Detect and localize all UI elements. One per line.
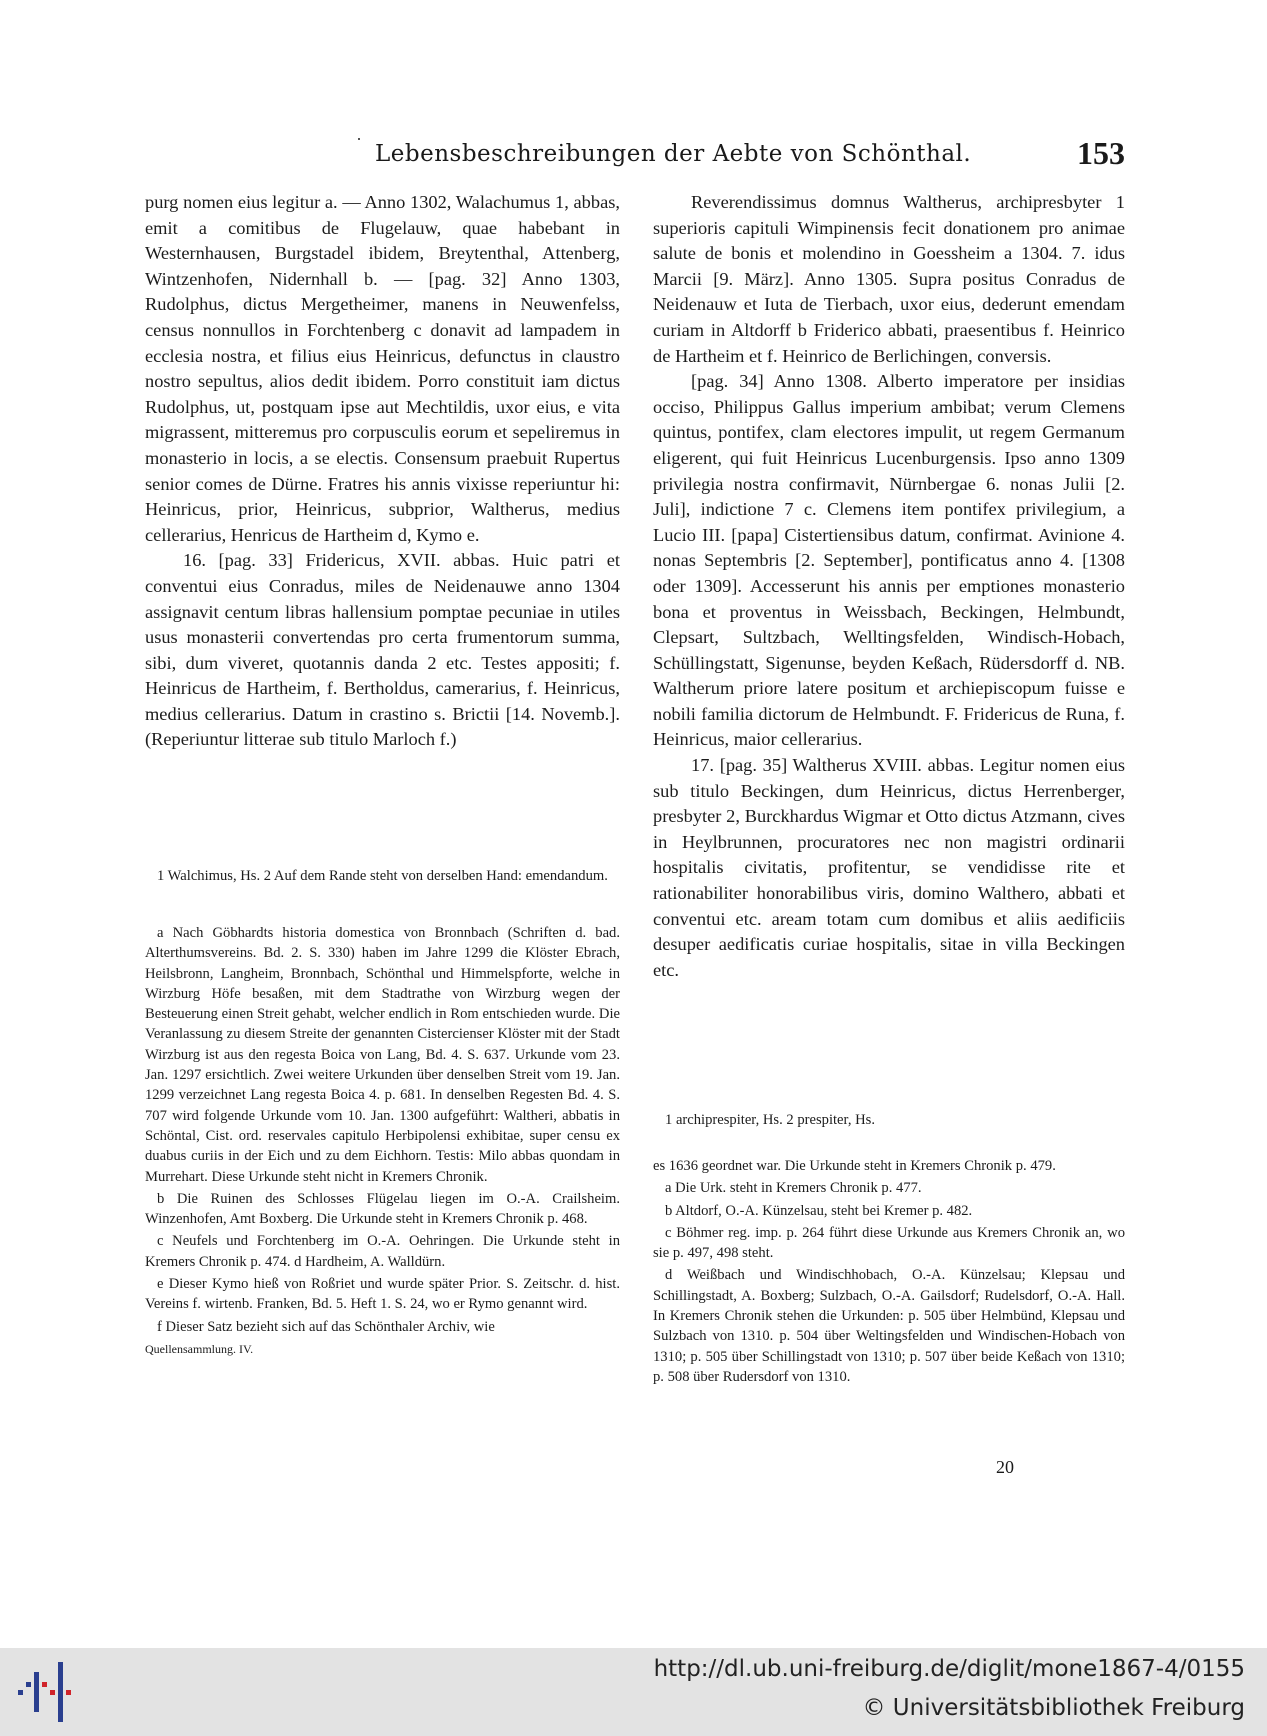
right-footnote-c: c Böhmer reg. imp. p. 264 führt diese Urkunde aus Kremers Chronik an, wo sie p. 497, 498 steht. <box>653 1224 1125 1262</box>
footer-copyright: © Universitätsbibliothek Freiburg <box>862 1695 1245 1721</box>
ub-freiburg-logo-icon <box>18 1662 78 1722</box>
left-footnote-b: b Die Ruinen des Schlosses Flügelau liegen im O.-A. Crailsheim. Winzenhofen, Amt Boxberg. Die Urkunde steht in Kremers Chronik p. 468. <box>145 1190 620 1228</box>
right-footnote-d: d Weißbach und Windischhobach, O.-A. Künzelsau; Klepsau und Schillingstadt, A. Boxberg; Sulzbach, O.-A. Gailsdorf; Rudelsdorf, O.-A. Hall. In Kremers Chronik stehen die Urkunden: p. 505 über Helmbünd, Klepsau und Sulzbach von 1310. p. 504 über Weltingsfelden und Windischen-Hobach von 1310; p. 505 über Schillingstadt von 1310; p. 507 über beide Keßach von 1310; p. 508 über Rudersdorf von 1310. <box>653 1267 1125 1385</box>
left-column-text <box>145 190 620 753</box>
left-footnote-a: a Nach Göbhardts historia domestica von Bronnbach (Schriften d. bad. Alterthumsvereins. Bd. 2. S. 330) haben im Jahre 1299 die Klöster Ebrach, Heilsbronn, Langheim, Bronnbach, Schönthal und Himmelspforte, welche in Wirzburg Höfe besaßen, mit dem Stadtrathe von Wirzburg wegen der Besteuerung einen Streit gehabt, welcher endlich in Rom entschieden wurde. Die Veranlassung zu diesem Streite der genannten Cistercienser Klöster mit der Stadt Wirzburg ist aus den regesta Boica von Lang, Bd. 4. S. 637. Urkunde vom 23. Jan. 1297 ersichtlich. Zwei weitere Urkunden über denselben Streit vom 19. Jan. 1299 verzeichnet Lang regesta Boica 4. p. 681. In denselben Regesten Bd. 4. S. 707 wird folgende Urkunde vom 10. Jan. 1300 aufgeführt: Waltheri, abbatis in Schöntal, Cist. ord. reservales capitulo Herbipolensi exhibitae, super censu ex duabus curiis in der Eich und zu dem Eichhorn. Testis: Milo abbas quondam in Murrehart. Diese Urkunde steht nicht in Kremers Chronik. <box>145 925 620 1185</box>
left-footnotes-lettered <box>145 923 620 1361</box>
right-footnote-a: a Die Urk. steht in Kremers Chronik p. 477. <box>665 1180 922 1197</box>
right-footnotes-lettered <box>653 1156 1125 1389</box>
right-footnote-continuation: es 1636 geordnet war. Die Urkunde steht in Kremers Chronik p. 479. <box>653 1158 1056 1174</box>
right-paragraph-3: 17. [pag. 35] Waltherus XVIII. abbas. Legitur nomen eius sub titulo Beckingen, dum Heinricus, dictus Herrenberger, presbyter 2, Burckhardus Wigmar et Otto dictus Atzmann, cives in Heylbrunnen, procuratores nec non magistri ordinarii hospitalis civitatis, profitentur, se vendidisse rite et rationabiliter honorabilibus viris, domino Walthero, abbati et conventui etc. aream totam cum domibus et aliis aedificiis desuper aedificatis curiae hospitalis, sitae in villa Beckingen etc. <box>653 755 1125 980</box>
right-footnotes-numbered <box>653 1110 1125 1132</box>
left-footnote-f: f Dieser Satz bezieht sich auf das Schönthaler Archiv, wie <box>157 1318 495 1335</box>
footer-bar <box>0 1648 1267 1736</box>
footer-url-link[interactable]: http://dl.ub.uni-freiburg.de/diglit/mone1867-4/0155 <box>653 1656 1245 1682</box>
right-footnote-b: b Altdorf, O.-A. Künzelsau, steht bei Kremer p. 482. <box>665 1202 973 1219</box>
page-header <box>140 135 1125 180</box>
running-title: Lebensbeschreibungen der Aebte von Schönthal. <box>375 141 972 167</box>
right-column-text <box>653 190 1125 983</box>
left-footnote-e: e Dieser Kymo hieß von Roßriet und wurde später Prior. S. Zeitschr. d. hist. Vereins f. wirtenb. Franken, Bd. 5. Heft 1. S. 24, wo er Rymo genannt wird. <box>145 1276 620 1313</box>
left-footnote-numbered: 1 Walchimus, Hs. 2 Auf dem Rande steht von derselben Hand: emendandum. <box>157 868 608 884</box>
page-number: 153 <box>1077 135 1125 171</box>
right-paragraph-2: [pag. 34] Anno 1308. Alberto imperatore per insidias occiso, Philippus Gallus imperium ambibat; verum Clemens quintus, pontifex, clam electores impulit, ut regem Germanum eligerent, qui fuit Heinricus Lucenburgensis. Ipso anno 1309 privilegia nostra confirmavit, Nürnbergae 6. nonas Julii [2. Juli], indictione 7 c. Clemens item pontifex privilegium, a Lucio III. [papa] Cistertiensibus datum, confirmat. Avinione 4. nonas Septembris [2. September], pontificatus anno 4. [1308 oder 1309]. Accesserunt his annis per emptiones monasterio bona et proventus in Weissbach, Beckingen, Helmbundt, Clepsart, Sultzbach, Welltingsfelden, Windisch-Hobach, Schüllingstatt, Sigenunse, beyden Keßach, Rüdersdorff d. NB. Waltherum priore latere positum et archiepiscopum fuisse e nobili familia dictorum de Helmbundt. F. Fridericus de Runa, f. Heinricus, maior cellerarius. <box>653 371 1125 750</box>
right-footnote-numbered: 1 archiprespiter, Hs. 2 prespiter, Hs. <box>665 1112 875 1128</box>
left-footnotes-numbered <box>145 866 620 888</box>
signature-line: Quellensammlung. IV. <box>145 1341 254 1356</box>
right-paragraph-1: Reverendissimus domnus Waltherus, archipresbyter 1 superioris capituli Wimpinensis fecit donationem pro animae salute de bonis et molendino in Goessheim a 1304. 7. idus Marcii [9. März]. Anno 1305. Supra positus Conradus de Neidenauw et Iuta de Tierbach, uxor eius, dederunt emendam curiam in Altdorff b Friderico abbati, praesentibus f. Heinrico de Hartheim et f. Heinrico de Berlichingen, conversis. <box>653 192 1125 366</box>
signature-number: 20 <box>996 1457 1014 1477</box>
left-paragraph-1: purg nomen eius legitur a. — Anno 1302, Walachumus 1, abbas, emit a comitibus de Flugelauw, quae habebant in Westernhausen, Burgstadel ibidem, Breytenthal, Attenberg, Wintzenhofen, Nidernhall b. — [pag. 32] Anno 1303, Rudolphus, dictus Mergetheimer, manens in Neuwenfelss, census nonnullos in Forchtenberg c donavit ad lampadem in ecclesia nostra, et filius eius Heinricus, defunctus in claustro nostro sepultus, alios dedit ibidem. Porro constituit iam dictus Rudolphus, ut, postquam ipse aut Mechtildis, uxor eius, e vita migrassent, mitteremus pro corpusculis eorum et sepeliremus in monasterio in locis, a se electis. Consensum praebuit Rupertus senior comes de Dürne. Fratres his annis vixisse reperiuntur hi: Heinricus, prior, Heinricus, subprior, Waltherus, medius cellerarius, Henricus de Hartheim d, Kymo e. <box>145 192 620 545</box>
left-footnote-c-d: c Neufels und Forchtenberg im O.-A. Oehringen. Die Urkunde steht in Kremers Chronik p. 474. d Hardheim, A. Walldürn. <box>145 1233 620 1270</box>
left-paragraph-2: 16. [pag. 33] Fridericus, XVII. abbas. Huic patri et conventui eius Conradus, miles de Neidenauwe anno 1304 assignavit centum libras hallensium pomptae pecuniae in utiles usus monasterii convertendas pro certa frumentorum summa, sibi, dum viveret, quotannis danda 2 etc. Testes appositi; f. Heinricus de Hartheim, f. Bertholdus, camerarius, f. Heinricus, medius cellerarius. Datum in crastino s. Brictii [14. Novemb.]. (Reperiuntur litterae sub titulo Marloch f.) <box>145 550 620 750</box>
